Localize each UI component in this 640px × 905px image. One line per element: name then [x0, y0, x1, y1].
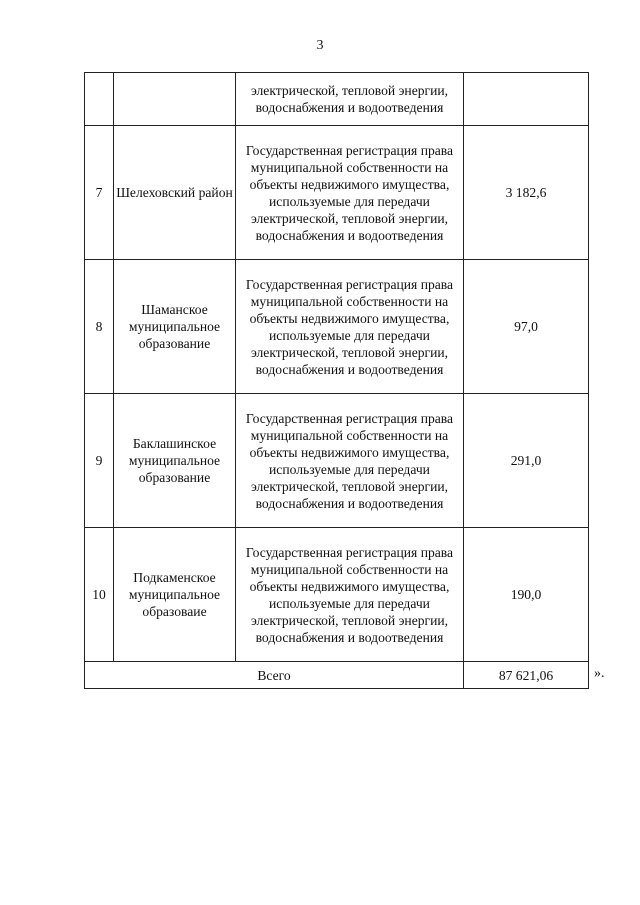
municipality-name-cell — [114, 73, 236, 126]
total-amount-cell: 87 621,06 — [464, 662, 589, 689]
amount-cell: 3 182,6 — [464, 126, 589, 260]
page-number: 3 — [316, 38, 324, 53]
row-number-cell: 10 — [85, 528, 114, 662]
table-row — [85, 394, 589, 528]
row-number-cell — [85, 73, 114, 126]
description-cell: электрической, тепловой энергии, водоснабжения и водоотведения — [236, 73, 464, 126]
municipality-name-cell: Шелеховский район — [114, 126, 236, 260]
amount-cell: 190,0 — [464, 528, 589, 662]
amount-cell — [464, 73, 589, 126]
municipality-name-cell: Баклашинское муниципальное образование — [114, 394, 236, 528]
description-cell: Государственная регистрация права муниципальной собственности на объекты недвижимого имущества, используемые для передачи электрической, тепловой энергии, водоснабжения и водоотведения — [236, 260, 464, 394]
table-total-row — [85, 662, 589, 689]
municipality-name-cell: Шаманское муниципальное образование — [114, 260, 236, 394]
table-row — [85, 528, 589, 662]
amount-cell: 97,0 — [464, 260, 589, 394]
municipality-name-cell: Подкаменское муниципальное образоваие — [114, 528, 236, 662]
closing-quote-mark: ». — [594, 666, 605, 681]
row-number-cell: 9 — [85, 394, 114, 528]
table-row — [85, 260, 589, 394]
table-row — [85, 126, 589, 260]
row-number-cell: 8 — [85, 260, 114, 394]
amount-cell: 291,0 — [464, 394, 589, 528]
total-label-cell: Всего — [85, 662, 464, 689]
description-cell: Государственная регистрация права муниципальной собственности на объекты недвижимого имущества, используемые для передачи электрической, тепловой энергии, водоснабжения и водоотведения — [236, 394, 464, 528]
allocation-table — [84, 72, 589, 689]
description-cell: Государственная регистрация права муниципальной собственности на объекты недвижимого имущества, используемые для передачи электрической, тепловой энергии, водоснабжения и водоотведения — [236, 528, 464, 662]
table-row-continuation — [85, 73, 589, 126]
row-number-cell: 7 — [85, 126, 114, 260]
description-cell: Государственная регистрация права муниципальной собственности на объекты недвижимого имущества, используемые для передачи электрической, тепловой энергии, водоснабжения и водоотведения — [236, 126, 464, 260]
